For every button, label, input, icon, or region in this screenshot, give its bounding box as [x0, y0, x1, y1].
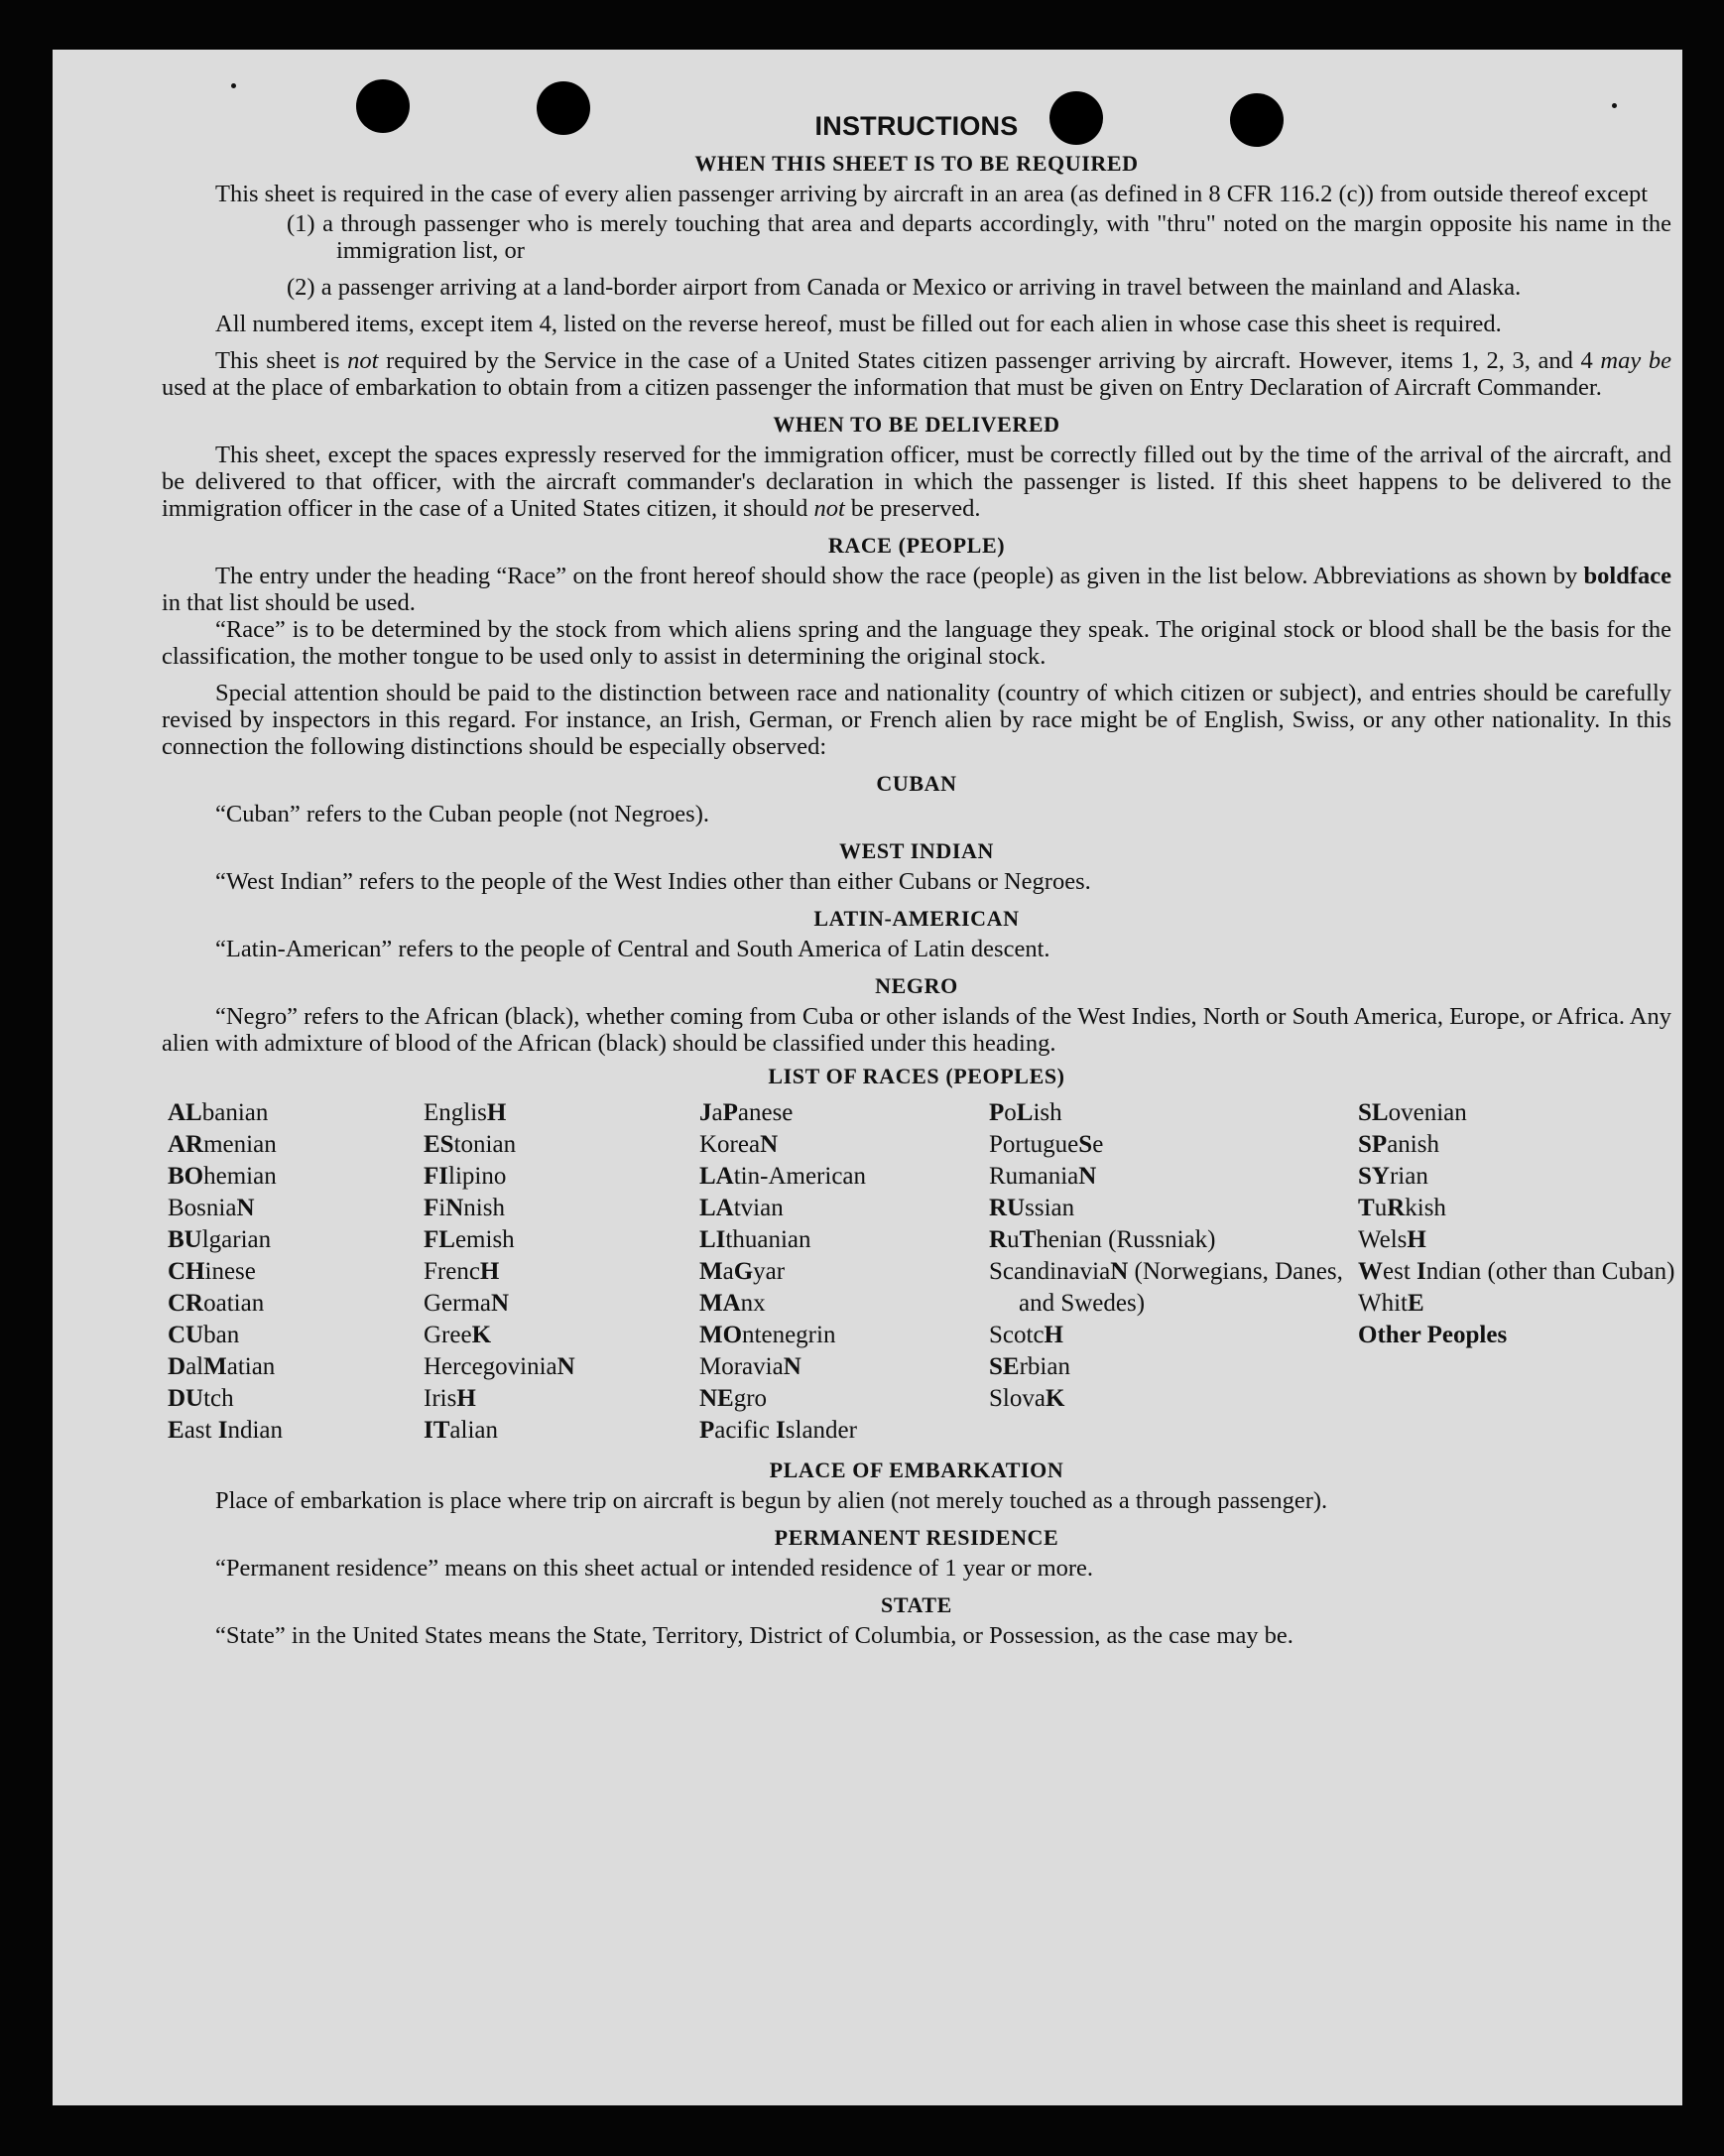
race-entry: Other Peoples [1358, 1322, 1508, 1348]
race-entry: ITalian [424, 1417, 498, 1444]
race-entry: RUssian [989, 1195, 1075, 1221]
section-heading-residence: PERMANENT RESIDENCE [774, 1525, 1059, 1550]
race-entry: GreeK [424, 1322, 492, 1348]
section-heading-required: WHEN THIS SHEET IS TO BE REQUIRED [694, 151, 1139, 176]
race-entry: FrencH [424, 1258, 500, 1285]
race-entry: MOntenegrin [699, 1322, 836, 1348]
race-entry: SPanish [1358, 1131, 1439, 1158]
race-entry: GermaN [424, 1290, 510, 1317]
race-entry: BosniaN [168, 1195, 255, 1221]
section-heading-state: STATE [881, 1592, 952, 1617]
race-entry: DalMatian [168, 1353, 276, 1380]
race-entry: WhitE [1358, 1290, 1424, 1317]
race-entry: FIlipino [424, 1163, 507, 1190]
paragraph: “State” in the United States means the State, Territory, District of Columbia, or Possession, as the case may be. [215, 1622, 1293, 1649]
race-entry: MoraviaN [699, 1353, 801, 1380]
race-entry: IrisH [424, 1385, 476, 1412]
race-entry: LAtin-American [699, 1163, 867, 1190]
paragraph: This sheet, except the spaces expressly reserved for the immigration officer, must be correctly filled out by the time of the arrival of the aircraft, and be delivered to that officer, with the aircraft commander's declaration in which the passenger is listed. If this sheet happens to be delivered to the immigration officer in the case of a United States citizen, it should not be preserved. [162, 442, 1671, 522]
race-entry: MAnx [699, 1290, 766, 1317]
section-heading-embarkation: PLACE OF EMBARKATION [769, 1458, 1064, 1482]
race-entry: EStonian [424, 1131, 517, 1158]
race-entry: LIthuanian [699, 1226, 811, 1253]
race-entry: ScandinaviaN (Norwegians, Danes, and Swedes) [989, 1258, 1343, 1317]
race-entry: BOhemian [168, 1163, 277, 1190]
section-heading-negro: NEGRO [875, 973, 958, 998]
section-heading-race: RACE (PEOPLE) [827, 533, 1006, 558]
paragraph: “Negro” refers to the African (black), whether coming from Cuba or other islands of the West Indies, North or South America, Europe, or Africa. Any alien with admixture of blood of the African (black) should be classified under this heading. [162, 1003, 1671, 1057]
paragraph: Special attention should be paid to the distinction between race and nationality (country of which citizen or subject), and entries should be carefully revised by inspectors in this regard. For instance, an Irish, German, or French alien by race might be of English, Swiss, or any other nationality. In this connection the following distinctions should be especially observed: [162, 680, 1671, 760]
races-list [168, 1097, 1675, 1447]
race-entry: SLovenian [1358, 1099, 1467, 1126]
section-heading-west-indian: WEST INDIAN [839, 838, 994, 863]
race-entry: ScotcH [989, 1322, 1063, 1348]
race-entry: CRoatian [168, 1290, 265, 1317]
instructions-body [162, 111, 1675, 1649]
paragraph: This sheet is required in the case of every alien passenger arriving by aircraft in an area (as defined in 8 CFR 116.2 (c)) from outside thereof except [215, 181, 1649, 207]
race-entry: ARmenian [168, 1131, 277, 1158]
section-heading-latin-american: LATIN-AMERICAN [813, 906, 1020, 931]
section-heading-races-list: LIST OF RACES (PEOPLES) [768, 1064, 1065, 1088]
race-entry: SErbian [989, 1353, 1070, 1380]
races-column [168, 1097, 424, 1447]
paragraph: “Cuban” refers to the Cuban people (not Negroes). [215, 801, 709, 827]
race-entry: Pacific Islander [699, 1417, 857, 1444]
race-entry: MaGyar [699, 1258, 786, 1285]
list-item: (1) a through passenger who is merely touching that area and departs accordingly, with "thru" noted on the margin opposite his name in the immigration list, or [287, 210, 1671, 264]
race-entry: East Indian [168, 1417, 283, 1444]
paragraph: “Race” is to be determined by the stock from which aliens spring and the language they speak. The original stock or blood shall be the basis for the classification, the mother tongue to be used only to assist in determining the original stock. [162, 616, 1671, 670]
speck [231, 83, 236, 88]
race-entry: WelsH [1358, 1226, 1426, 1253]
list-item: (2) a passenger arriving at a land-border airport from Canada or Mexico or arriving in travel between the mainland and Alaska. [287, 274, 1522, 301]
races-column [1358, 1097, 1677, 1447]
paragraph: This sheet is not required by the Service in the case of a United States citizen passenger arriving by aircraft. However, items 1, 2, 3, and 4 may be used at the place of embarkation to obtain from a citizen passenger the information that must be given on Entry Declaration of Aircraft Commander. [162, 347, 1671, 401]
paragraph: Place of embarkation is place where trip on aircraft is begun by alien (not merely touched as a through passenger). [215, 1487, 1328, 1514]
paragraph: “West Indian” refers to the people of the West Indies other than either Cubans or Negroes. [215, 868, 1091, 895]
race-entry: CHinese [168, 1258, 256, 1285]
section-heading-cuban: CUBAN [876, 771, 957, 796]
document-page [53, 50, 1682, 2105]
race-entry: FiNnish [424, 1195, 505, 1221]
race-entry: ALbanian [168, 1099, 269, 1126]
race-entry: PoLish [989, 1099, 1062, 1126]
race-entry: PortugueSe [989, 1131, 1104, 1158]
race-entry: SYrian [1358, 1163, 1428, 1190]
races-column [699, 1097, 989, 1447]
paragraph: “Latin-American” refers to the people of Central and South America of Latin descent. [215, 936, 1050, 962]
race-entry: BUlgarian [168, 1226, 272, 1253]
speck [1612, 103, 1617, 108]
race-entry: HercegoviniaN [424, 1353, 575, 1380]
paragraph: “Permanent residence” means on this sheet actual or intended residence of 1 year or more. [215, 1555, 1094, 1582]
race-entry: DUtch [168, 1385, 234, 1412]
race-entry: FLemish [424, 1226, 515, 1253]
section-heading-delivered: WHEN TO BE DELIVERED [773, 412, 1060, 437]
race-entry: LAtvian [699, 1195, 784, 1221]
race-entry: West Indian (other than Cuban) [1358, 1258, 1675, 1285]
races-column [989, 1097, 1358, 1447]
race-entry: TuRkish [1358, 1195, 1446, 1221]
race-entry: KoreaN [699, 1131, 779, 1158]
page-title: INSTRUCTIONS [814, 111, 1019, 141]
race-entry: RumaniaN [989, 1163, 1097, 1190]
paragraph: All numbered items, except item 4, listed on the reverse hereof, must be filled out for each alien in whose case this sheet is required. [215, 311, 1502, 337]
race-entry: RuThenian (Russniak) [989, 1226, 1216, 1253]
race-entry: NEgro [699, 1385, 768, 1412]
race-entry: JaPanese [699, 1099, 794, 1126]
race-entry: SlovaK [989, 1385, 1065, 1412]
race-entry: CUban [168, 1322, 240, 1348]
race-entry: EnglisH [424, 1099, 507, 1126]
races-column [424, 1097, 699, 1447]
paragraph: The entry under the heading “Race” on the front hereof should show the race (people) as given in the list below. Abbreviations as shown by boldface in that list should be used. [162, 563, 1671, 616]
